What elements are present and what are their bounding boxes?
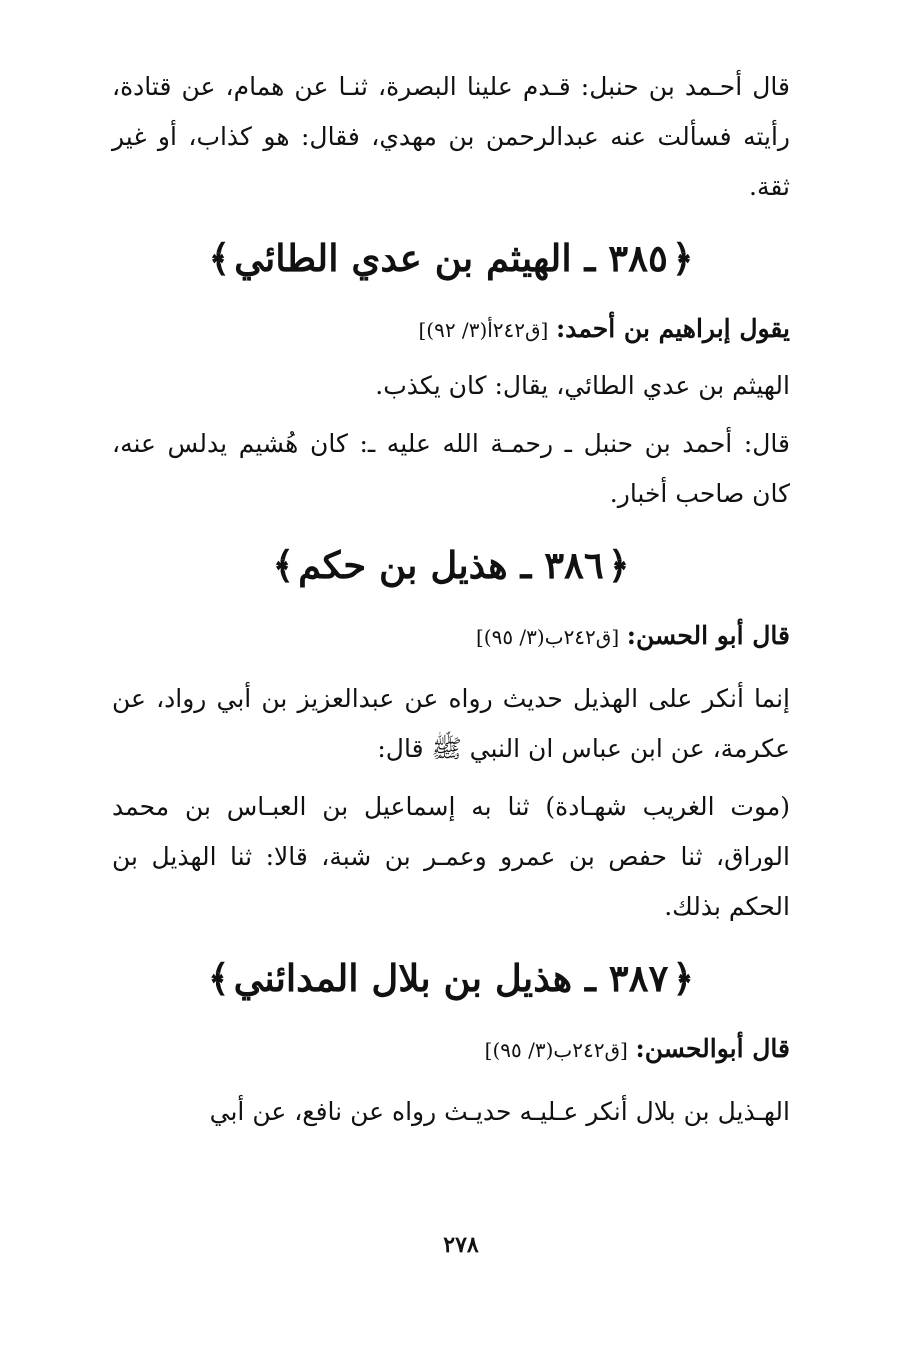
manuscript-reference: [ق٢٤٢ب(٣/ ٩٥)] [484, 1038, 628, 1062]
manuscript-reference: [ق٢٤٢أ(٣/ ٩٢)] [418, 318, 549, 342]
entry-paragraph: الهيثم بن عدي الطائي، يقال: كان يكذب. [375, 371, 790, 400]
entry-paragraph: الهـذيل بن بلال أنكر عـليـه حديـث رواه عن نافع، عن أبي [209, 1097, 790, 1126]
ornament-open: ﴿ [672, 956, 695, 1000]
speaker-name: يقول إبراهيم بن أحمد: [556, 314, 790, 343]
entry-title-387 [112, 950, 790, 1006]
entry-title-text: ٣٨٥ ـ الهيثم بن عدي الطائي [234, 236, 668, 280]
ornament-close: ﴾ [208, 236, 231, 280]
speaker-line [112, 613, 790, 660]
speaker-line [112, 306, 790, 353]
ornament-open: ﴿ [607, 543, 630, 587]
entry-title-text: ٣٨٧ ـ هذيل بن بلال المدائني [233, 956, 669, 1000]
speaker-name: قال أبوالحسن: [635, 1034, 790, 1063]
speaker-line [112, 1026, 790, 1073]
entry-paragraph: (موت الغريب شهـادة) ثنا به إسماعيل بن العبـاس بن محمد الوراق، ثنا حفص بن عمرو وعمـر بن شبة، قالا: ثنا الهذيل بن الحكم بذلك. [112, 792, 790, 921]
entry-title-386 [112, 537, 790, 593]
ornament-close: ﴾ [207, 956, 230, 1000]
page-number: ٢٧٨ [443, 1232, 479, 1258]
speaker-name: قال أبو الحسن: [626, 621, 790, 650]
entry-title-text: ٣٨٦ ـ هذيل بن حكم [298, 543, 604, 587]
entry-paragraph: إنما أنكر على الهذيل حديث رواه عن عبدالعزيز بن أبي رواد، عن عكرمة، عن ابن عباس ان النبي ﷺ قال: [112, 684, 790, 763]
entry-title-385 [112, 230, 790, 286]
ornament-open: ﴿ [671, 236, 694, 280]
entry-paragraph: قال: أحمد بن حنبل ـ رحمـة الله عليه ـ: كان هُشيم يدلس عنه، كان صاحب أخبار. [112, 429, 790, 508]
intro-paragraph: قال أحـمد بن حنبل: قـدم علينا البصرة، ثنـا عن همام، عن قتادة، رأيته فسألت عنه عبدالرحمن بن مهدي، فقال: هو كذاب، أو غير ثقة. [112, 72, 790, 201]
ornament-close: ﴾ [272, 543, 295, 587]
page-body [112, 62, 790, 1137]
manuscript-reference: [ق٢٤٢ب(٣/ ٩٥)] [475, 625, 620, 649]
